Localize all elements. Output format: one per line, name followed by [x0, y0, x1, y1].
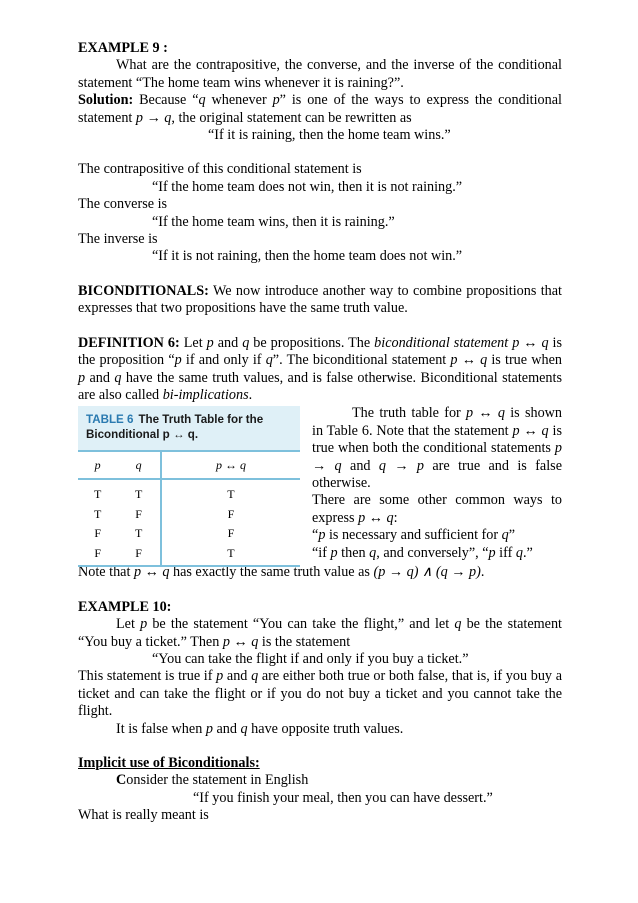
table-cell: F [135, 506, 142, 521]
table-cell: T [161, 544, 300, 566]
table-title-line1: The Truth Table for the [138, 413, 264, 427]
truth-table [78, 450, 300, 567]
table-row [78, 505, 300, 524]
contrapositive-intro: The contrapositive of this conditional statement is [78, 161, 362, 178]
converse-statement: “If the home team wins, then it is raining.” [152, 213, 395, 230]
rewritten-statement: “If it is raining, then the home team wins.” [208, 127, 451, 144]
inverse-statement: “If it is not raining, then the home team does not win.” [152, 248, 463, 265]
table-cell: F [161, 505, 300, 524]
table-cell: T [94, 506, 102, 521]
biconditionals-paragraph: BICONDITIONALS: We now introduce another way to combine propositions that expresses that two propositions have the same truth value. [78, 282, 562, 317]
example-9-solution: Solution: Because “q whenever p” is one of the ways to express the conditional statement p → q, the original statement can be rewritten as [78, 92, 562, 126]
example-10-quote: “You can take the flight if and only if you buy a ticket.” [152, 650, 469, 667]
way-1: “p is necessary and sufficient for q” [312, 527, 516, 544]
table-cell: T [134, 487, 143, 502]
document-page [78, 40, 562, 825]
other-ways-intro: There are some other common ways to express p ↔ q: [312, 492, 562, 526]
example-10-body: Let p be the statement “You can take the flight,” and let q be the statement “You buy a ticket.” Then p ↔ q is the statement [78, 616, 562, 650]
inverse-intro: The inverse is [78, 231, 158, 248]
side-paragraph: The truth table for p ↔ q is shown in Table 6. Note that the statement p ↔ q is true when both the conditional statements p → q and q → p are true and is false otherwise. [312, 405, 563, 491]
example-9-question: What are the contrapositive, the converse, and the inverse of the conditional statement “The home team wins whenever it is raining?”. [78, 57, 562, 91]
note-equivalence: Note that p ↔ q has exactly the same truth value as (p → q) ∧ (q → p). [78, 564, 485, 581]
truth-table-section [78, 406, 562, 564]
table-cell: F [161, 524, 300, 543]
example-10-explanation: This statement is true if p and q are either both true or both false, that is, if you buy a ticket and can take the flight or if you do not buy a ticket and you cannot take the flight. [78, 668, 562, 720]
definition-6: DEFINITION 6: Let p and q be propositions. The biconditional statement p ↔ q is the proposition “p if and only if q”. The biconditional statement p ↔ q is true when p and q have the same truth values, and is false otherwise. Biconditional statements are also called bi-implications. [78, 334, 562, 403]
implicit-meant: What is really meant is [78, 807, 209, 824]
implicit-consider: Consider the statement in English [116, 772, 309, 789]
col-header-biconditional: p ↔ q [161, 451, 300, 479]
contrapositive-statement: “If the home team does not win, then it is not raining.” [152, 178, 463, 195]
col-header-p: p [78, 451, 117, 479]
implicit-title: Implicit use of Biconditionals: [78, 754, 260, 771]
col-header-q: q [117, 451, 161, 479]
table-cell: F [117, 544, 161, 566]
table-caption [78, 406, 300, 450]
table-row [78, 544, 300, 566]
converse-intro: The converse is [78, 196, 168, 213]
table-cell: T [161, 479, 300, 504]
table-cell: T [134, 526, 143, 541]
table-row [78, 524, 300, 543]
example-9-title: EXAMPLE 9 : [78, 40, 168, 56]
table-title-line2: Biconditional p ↔ q. [86, 428, 199, 442]
way-2: “if p then q, and conversely”, “p iff q.” [312, 544, 533, 561]
example-10-false-case: It is false when p and q have opposite truth values. [116, 720, 404, 737]
table-cell: F [94, 526, 102, 541]
table-side-text [312, 405, 562, 562]
implicit-quote: “If you finish your meal, then you can have dessert.” [193, 789, 493, 806]
table-cell: T [94, 487, 102, 502]
table-cell: F [78, 544, 117, 566]
table-row [78, 479, 300, 504]
table-number: TABLE 6 [86, 413, 134, 427]
example-10-title: EXAMPLE 10: [78, 598, 172, 615]
truth-table-figure [78, 406, 300, 558]
